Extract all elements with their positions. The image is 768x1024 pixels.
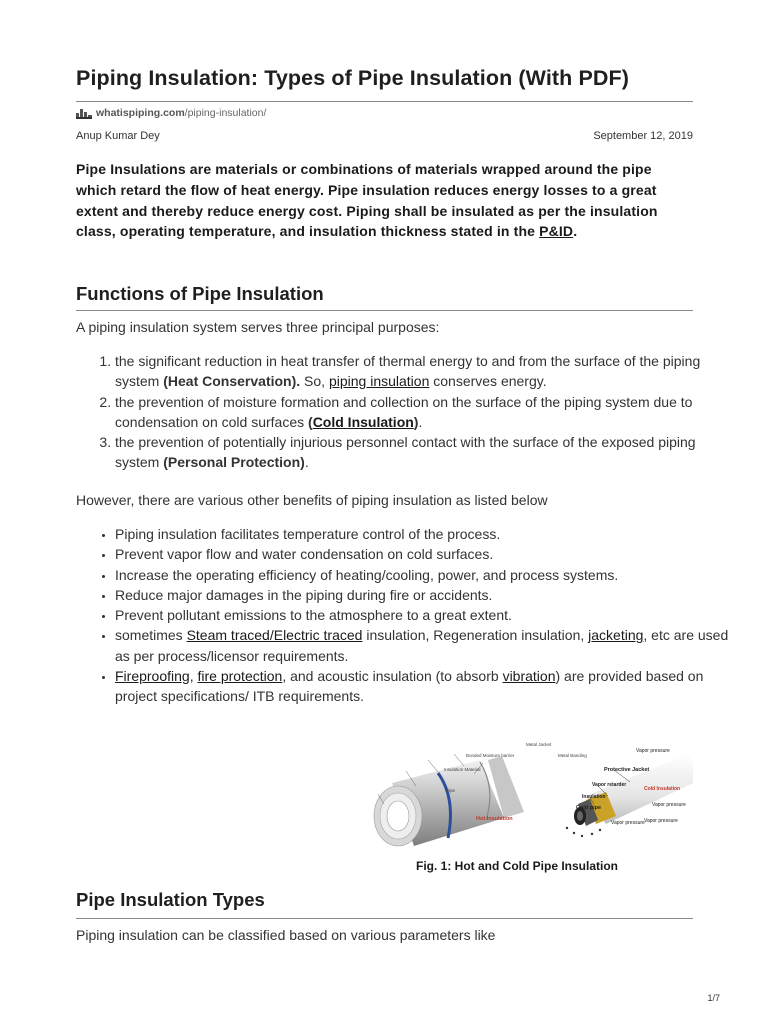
- jacketing-link[interactable]: jacketing: [588, 627, 644, 644]
- types-lead: Piping insulation can be classified based on various parameters like: [76, 927, 496, 943]
- benefit-item: [115, 666, 732, 707]
- page-number: 1/7: [707, 993, 720, 1003]
- purpose-2-bold: [308, 414, 418, 430]
- source-path[interactable]: /piping-insulation/: [184, 107, 267, 119]
- intro-end: .: [573, 223, 578, 240]
- label-cold-insulation: Cold Insulation: [644, 786, 681, 792]
- purposes-list: [76, 351, 732, 473]
- cold-insulation-link[interactable]: Cold Insulation: [312, 413, 414, 430]
- functions-lead: A piping insulation system serves three principal purposes:: [76, 319, 440, 335]
- label-metal-banding: Metal Banding: [558, 753, 587, 758]
- label-cold-pipe: Cold pipe: [576, 805, 602, 811]
- benefits-list: [76, 524, 732, 707]
- author: Anup Kumar Dey: [76, 130, 160, 142]
- intro-text: Pipe Insulations are materials or combinations of materials wrapped around the pipe which retard the flow of heat energy. Pipe insulation reduces energy losses to a great extent and thereby reduce energy cost. Piping shall be insulated as per the insulation class, operating temperature, and insulation thickness stated in the: [76, 161, 658, 240]
- fire-mid: , and acoustic insulation (to absorb: [282, 668, 503, 685]
- label-hot-insulation: Hot Insulation: [476, 816, 513, 822]
- fire-post: ) are provided based on project specifications/ ITB requirements.: [115, 668, 704, 705]
- label-vapor-pressure-bottom-right: Vapor pressure: [644, 818, 678, 824]
- label-vapor-pressure-right: Vapor pressure: [652, 802, 686, 808]
- label-vapor-pressure-top: Vapor pressure: [636, 748, 670, 754]
- label-pipe: Pipe: [446, 788, 456, 793]
- purpose-1-end: conserves energy.: [429, 373, 547, 390]
- benefit-item: • Piping insulation facilitates temperature control of the process.: [115, 524, 732, 544]
- purpose-2-end: .: [418, 413, 423, 430]
- purpose-1-bold: (Heat Conservation).: [163, 373, 301, 390]
- functions-heading: Functions of Pipe Insulation: [76, 283, 324, 304]
- label-bonded-barrier: Bonded Moisture barrier: [466, 753, 515, 758]
- purpose-2-text: the prevention of moisture formation and collection on the surface of the piping system due to condensation on cold surfaces: [115, 393, 693, 430]
- purpose-3-text: the prevention of potentially injurious personnel contact with the surface of the exposed piping system: [115, 434, 696, 471]
- types-divider: [76, 918, 693, 919]
- steam-pre: sometimes: [115, 627, 187, 644]
- benefit-item: [115, 625, 732, 666]
- fire-protection-link[interactable]: fire protection: [197, 668, 283, 685]
- label-insulation: Insulation: [582, 794, 606, 800]
- benefit-item: • Reduce major damages in the piping during fire or accidents.: [115, 585, 732, 605]
- label-insulation-material: Insulation Material: [444, 767, 481, 772]
- piping-insulation-link[interactable]: piping insulation: [328, 373, 430, 390]
- paren-open: (: [308, 413, 313, 430]
- insulation-figure: [368, 738, 693, 853]
- page-title: Piping Insulation: Types of Pipe Insulation (With PDF): [76, 66, 630, 90]
- source-site[interactable]: whatispiping.com: [96, 107, 185, 119]
- label-vapor-pressure-bottom: Vapor pressure: [611, 820, 645, 826]
- fireproofing-link[interactable]: Fireproofing: [115, 668, 190, 685]
- intro-paragraph: [76, 159, 693, 242]
- purpose-item: [115, 351, 732, 392]
- steam-traced-link[interactable]: Steam traced/Electric traced: [186, 627, 363, 644]
- figure-caption: Fig. 1: Hot and Cold Pipe Insulation: [416, 859, 618, 873]
- purpose-item: [115, 392, 732, 433]
- fire-sep: ,: [189, 668, 198, 685]
- benefit-item: • Prevent vapor flow and water condensation on cold surfaces.: [115, 544, 732, 564]
- label-protective-jacket: Protective Jacket: [604, 767, 650, 773]
- label-vapor-retarder: Vapor retarder: [592, 782, 627, 788]
- title-divider: [76, 101, 693, 102]
- benefit-item: • Prevent pollutant emissions to the atmosphere to a great extent.: [115, 605, 732, 625]
- steam-post: , etc are used as per process/licensor requirements.: [115, 627, 729, 664]
- benefit-item: • Increase the operating efficiency of heating/cooling, power, and process systems.: [115, 565, 732, 585]
- label-metal-jacket: Metal Jacket: [526, 742, 552, 747]
- publish-date: September 12, 2019: [593, 130, 693, 142]
- purpose-item: [115, 432, 732, 473]
- functions-divider: [76, 310, 693, 311]
- vibration-link[interactable]: vibration: [502, 668, 556, 685]
- source-line: [76, 107, 266, 119]
- types-heading: Pipe Insulation Types: [76, 889, 265, 910]
- pid-link[interactable]: P&ID: [539, 223, 574, 240]
- benefits-lead: However, there are various other benefits of piping insulation as listed below: [76, 492, 548, 508]
- steam-mid: insulation, Regeneration insulation,: [362, 627, 589, 644]
- purpose-3-bold: (Personal Protection): [163, 454, 305, 471]
- purpose-1-text: the significant reduction in heat transfer of thermal energy to and from the surface of the piping system: [115, 353, 701, 390]
- paren-close: ): [413, 413, 419, 430]
- purpose-3-end: .: [304, 454, 309, 471]
- purpose-1-mid: So,: [300, 373, 329, 390]
- site-logo-icon: [76, 107, 92, 119]
